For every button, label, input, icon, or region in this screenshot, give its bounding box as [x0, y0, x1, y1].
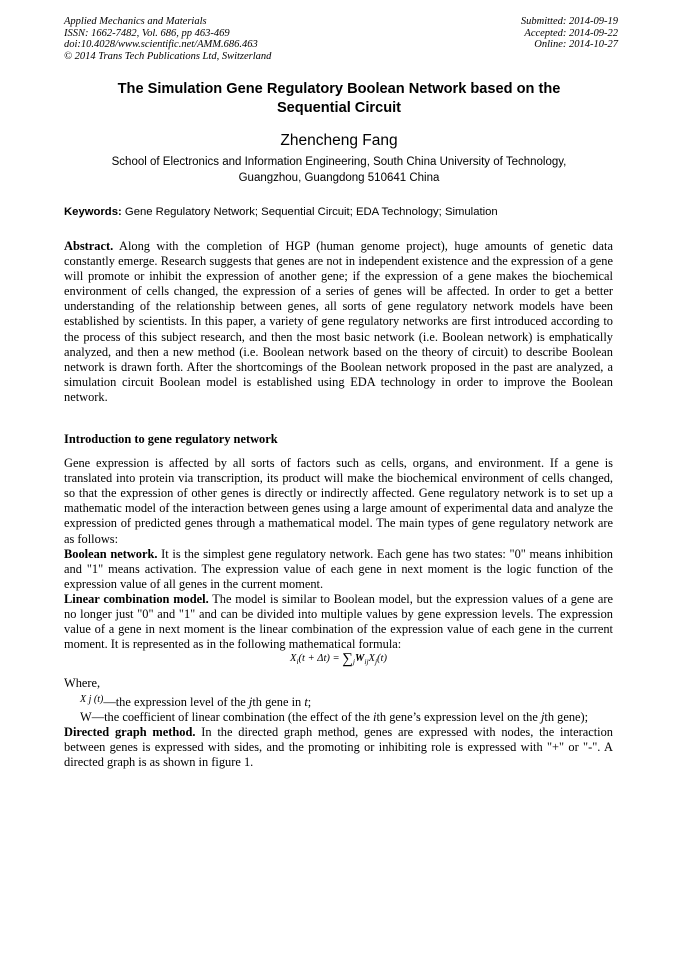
abstract-label: Abstract. — [64, 239, 114, 253]
affiliation-line-1: School of Electronics and Information Engineering, South China University of Technology, — [111, 156, 567, 168]
keywords — [64, 205, 614, 220]
directed-graph-paragraph — [64, 725, 613, 770]
journal-doi: doi:10.4028/www.scientific.net/AMM.686.463 — [64, 39, 258, 51]
linear-model-paragraph — [64, 592, 613, 652]
directed-graph-text: In the directed graph method, genes are expressed with nodes, the interaction between genes is expressed with sides, and the promoting or inhibiting role is expressed with "+" or "-". A directed graph is as shown in figure 1. — [64, 724, 613, 769]
boolean-network-text: It is the simplest gene regulatory network. Each gene has two states: "0" means inhibition and "1" means activation. The expression value of each gene in next moment is the logic function of the expression value of all genes in the current moment. — [64, 546, 613, 591]
abstract — [64, 239, 613, 405]
keywords-text: Gene Regulatory Network; Sequential Circuit; EDA Technology; Simulation — [121, 206, 498, 218]
online-date: Online: 2014-10-27 — [534, 39, 618, 51]
linear-combination-formula: $X_i(t + \Delta t) = \sum_jW_{ij}X_j(t)$ — [290, 651, 387, 668]
where-label: Where, — [64, 676, 101, 691]
author-name: Zhencheng Fang — [280, 132, 398, 149]
section-heading: Introduction to gene regulatory network — [64, 432, 278, 446]
sum-symbol: ∑ — [342, 651, 353, 668]
affiliation-line-2: Guangzhou, Guangdong 510641 China — [238, 171, 440, 184]
title-line-2: Sequential Circuit — [276, 99, 402, 116]
journal-issn: ISSN: 1662-7482, Vol. 686, pp 463-469 — [64, 27, 230, 39]
intro-paragraph: Gene expression is affected by all sorts of factors such as cells, organs, and environment. If a gene is translated into protein via transcription, its product will make the biochemical environment of cells changed, so that the expression of other genes is directly or indirectly affected. Gene regulatory network is to set up a mathematic model of the interaction between genes using a large amount of experimental data and analyze the expression of predicted genes through a mathematical model. The main types of gene regulatory network are as follows: — [64, 456, 613, 546]
submitted-date: Submitted: 2014-09-19 — [520, 16, 618, 27]
paper-title — [64, 80, 614, 117]
x-symbol: X j (t) — [80, 693, 104, 705]
journal-header — [64, 16, 271, 62]
title-line-1: The Simulation Gene Regulatory Boolean Network based on the — [117, 81, 561, 97]
keywords-label: Keywords: — [64, 206, 122, 218]
boolean-network-paragraph — [64, 547, 613, 592]
affiliation — [64, 155, 614, 186]
linear-model-label: Linear combination model. — [64, 591, 209, 606]
abstract-text: Along with the completion of HGP (human genome project), huge amounts of genetic data constantly emerge. Research suggests that genes are not in independent existence and the expression of a gene will promote or inhibit the expression of another gene; if the expression of a gene makes the biochemical environment of cells changed, the expression of a series of genes will be affected. In order to get a better understanding of the relationship between genes, all sorts of gene regulatory network models have been established by scientists. In this paper, a variety of gene regulatory networks are first introduced according to the process of this subject research, and then the most basic network (i.e. Boolean network) is emphatically analyzed, and then a new method (i.e. Boolean network based on the theory of circuit) to describe Boolean network is drawn forth. After the shortcomings of the Boolean network proposed in the past are analyzed, a simulation circuit Boolean model is established using EDA technology in order to improve the Boolean network. — [64, 239, 613, 404]
journal-name: Applied Mechanics and Materials — [64, 16, 207, 27]
definition-x: $^{X j (t)}$—the expression level of the jth gene in t; — [80, 693, 312, 709]
dates-header — [521, 16, 618, 51]
accepted-date: Accepted: 2014-09-22 — [524, 27, 618, 39]
linear-model-text: The model is similar to Boolean model, but the expression values of a gene are no longer just "0" and "1" and can be divided into multiple values by gene expression levels. The expression value of a gene in next moment is the linear combination of the expression value of each gene in the current moment. It is represented as in the following mathematical formula: — [64, 591, 613, 652]
boolean-network-label: Boolean network. — [64, 546, 158, 561]
directed-graph-label: Directed graph method. — [64, 724, 196, 739]
journal-copyright: © 2014 Trans Tech Publications Ltd, Switzerland — [64, 50, 272, 62]
section-introduction — [64, 432, 613, 770]
definition-w: W—the coefficient of linear combination (the effect of the ith gene’s expression level on the jth gene); — [80, 709, 589, 724]
